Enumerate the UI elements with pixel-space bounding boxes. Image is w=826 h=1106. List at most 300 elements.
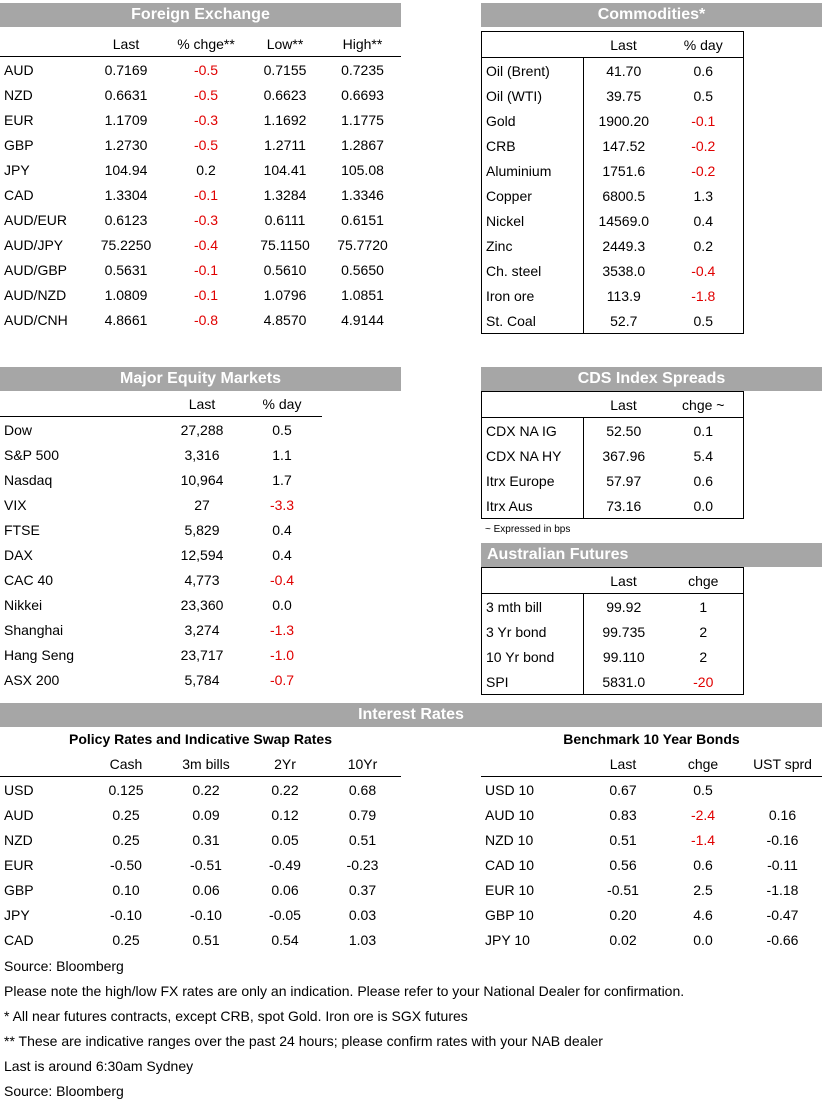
table-cell: -0.1 bbox=[193, 261, 219, 278]
row-label: 3 Yr bond bbox=[482, 619, 584, 644]
row-label: JPY 10 bbox=[485, 931, 530, 948]
table-row bbox=[482, 58, 744, 84]
header-row bbox=[482, 32, 744, 58]
column-header: chge bbox=[663, 751, 743, 777]
row-label: 10 Yr bond bbox=[482, 644, 584, 669]
table-row bbox=[481, 902, 822, 927]
cds-table bbox=[481, 391, 743, 519]
table-cell: 52.7 bbox=[610, 312, 638, 329]
table-cell: 0.09 bbox=[192, 806, 220, 823]
table-cell: 0.6111 bbox=[264, 211, 306, 228]
column-header bbox=[482, 568, 584, 594]
table-cell: -0.66 bbox=[766, 931, 799, 948]
column-header: High** bbox=[324, 31, 401, 57]
column-header: 3m bills bbox=[166, 751, 246, 777]
row-label: EUR bbox=[4, 856, 34, 873]
table-cell: 0.51 bbox=[192, 931, 220, 948]
row-label: Nikkei bbox=[4, 596, 43, 613]
column-header: 10Yr bbox=[324, 751, 401, 777]
table-cell: -0.11 bbox=[767, 856, 798, 873]
row-label: AUD 10 bbox=[485, 806, 535, 823]
table-cell: 0.25 bbox=[112, 806, 140, 823]
table-cell: 41.70 bbox=[606, 62, 642, 79]
table-cell: -0.1 bbox=[193, 186, 219, 203]
table-cell: 0.6631 bbox=[104, 86, 148, 103]
header-row bbox=[481, 751, 822, 777]
table-cell: 4.8570 bbox=[263, 311, 307, 328]
table-cell: 27 bbox=[194, 496, 210, 513]
row-label: 3 mth bill bbox=[482, 594, 584, 620]
equity-header: Major Equity Markets bbox=[0, 367, 401, 391]
table-cell: 1.0796 bbox=[263, 286, 307, 303]
table-cell: 0.37 bbox=[348, 881, 377, 898]
table-row bbox=[482, 183, 744, 208]
table-cell: -0.23 bbox=[346, 856, 379, 873]
table-cell: -0.1 bbox=[193, 286, 219, 303]
table-row bbox=[482, 468, 744, 493]
table-row bbox=[0, 827, 401, 852]
equity-table bbox=[0, 391, 322, 692]
table-cell: -0.51 bbox=[607, 881, 639, 898]
table-cell: 0.83 bbox=[609, 806, 637, 823]
row-label: AUD/GBP bbox=[4, 261, 68, 278]
row-label: NZD bbox=[4, 86, 33, 103]
table-cell: -0.47 bbox=[766, 906, 799, 923]
table-cell: 0.6 bbox=[693, 856, 713, 873]
table-cell: 0.31 bbox=[192, 831, 220, 848]
row-label: AUD/NZD bbox=[4, 286, 67, 303]
header-row bbox=[0, 751, 401, 777]
row-label: ASX 200 bbox=[4, 671, 60, 688]
table-cell: 0.5631 bbox=[104, 261, 148, 278]
table-cell: 147.52 bbox=[602, 137, 646, 154]
row-label: AUD bbox=[4, 61, 34, 78]
column-header: Last bbox=[584, 568, 664, 594]
column-header: % chge** bbox=[166, 31, 246, 57]
column-header bbox=[481, 751, 583, 777]
table-cell: -1.18 bbox=[766, 881, 799, 898]
cds-header: CDS Index Spreads bbox=[481, 367, 822, 391]
table-row bbox=[482, 619, 744, 644]
policy-rates-table bbox=[0, 751, 401, 952]
table-cell: 39.75 bbox=[606, 87, 642, 104]
row-label: FTSE bbox=[4, 521, 40, 538]
row-label: Dow bbox=[4, 421, 33, 438]
table-cell: 3,316 bbox=[184, 446, 220, 463]
table-cell: 0.54 bbox=[271, 931, 299, 948]
table-cell: -0.10 bbox=[110, 906, 142, 923]
table-cell: 0.2 bbox=[196, 161, 216, 178]
table-row bbox=[0, 417, 322, 443]
table-cell: 0.6 bbox=[693, 472, 713, 489]
table-row bbox=[0, 617, 322, 642]
table-cell: -0.4 bbox=[269, 571, 295, 588]
table-row bbox=[0, 567, 322, 592]
table-cell: 1.1775 bbox=[341, 111, 384, 128]
table-row bbox=[0, 232, 401, 257]
table-cell: 1.3346 bbox=[341, 186, 384, 203]
row-label: SPI bbox=[482, 669, 584, 695]
table-cell: 1.2730 bbox=[104, 136, 148, 153]
table-cell: -1.4 bbox=[690, 831, 716, 848]
column-header: Last bbox=[86, 31, 166, 57]
table-row bbox=[0, 207, 401, 232]
table-cell: 75.2250 bbox=[100, 236, 152, 253]
table-cell: 5.4 bbox=[693, 447, 713, 464]
column-header bbox=[482, 32, 584, 58]
column-header: 2Yr bbox=[246, 751, 324, 777]
table-row bbox=[0, 592, 322, 617]
table-row bbox=[0, 542, 322, 567]
table-cell: 1.0809 bbox=[104, 286, 148, 303]
note-fx-disclaimer: Please note the high/low FX rates are only an indication. Please refer to your National Dealer for confirmation. bbox=[4, 983, 685, 999]
row-label: JPY bbox=[4, 161, 30, 178]
row-label: CAD 10 bbox=[485, 856, 535, 873]
table-cell: 5,829 bbox=[184, 521, 220, 538]
table-cell: 1.7 bbox=[272, 471, 292, 488]
row-label: EUR 10 bbox=[485, 881, 535, 898]
table-cell: 4.8661 bbox=[104, 311, 148, 328]
table-row bbox=[0, 492, 322, 517]
table-cell: 12,594 bbox=[180, 546, 224, 563]
row-label: Oil (Brent) bbox=[482, 58, 584, 84]
table-row bbox=[482, 418, 744, 444]
table-cell: 3538.0 bbox=[602, 262, 646, 279]
table-cell: -0.5 bbox=[193, 86, 219, 103]
table-cell: 1.2867 bbox=[341, 136, 384, 153]
row-label: GBP 10 bbox=[485, 906, 534, 923]
table-row bbox=[0, 877, 401, 902]
table-row bbox=[0, 852, 401, 877]
table-cell: -0.10 bbox=[190, 906, 222, 923]
row-label: DAX bbox=[4, 546, 33, 563]
row-label: Hang Seng bbox=[4, 646, 75, 663]
table-cell: 0.6623 bbox=[263, 86, 307, 103]
table-cell: 0.02 bbox=[609, 931, 637, 948]
table-cell: 1751.6 bbox=[602, 162, 646, 179]
table-row bbox=[481, 802, 822, 827]
row-label: Gold bbox=[482, 108, 584, 133]
row-label: St. Coal bbox=[482, 308, 584, 334]
futures-header: Australian Futures bbox=[481, 543, 822, 567]
column-header bbox=[482, 392, 584, 418]
table-cell bbox=[743, 777, 822, 803]
table-row bbox=[482, 594, 744, 620]
table-row bbox=[0, 802, 401, 827]
table-cell: 1 bbox=[699, 598, 708, 615]
table-cell: 0.06 bbox=[192, 881, 220, 898]
row-label: AUD/CNH bbox=[4, 311, 68, 328]
table-cell: 367.96 bbox=[602, 447, 646, 464]
table-cell: 0.6 bbox=[693, 62, 713, 79]
table-cell: 0.51 bbox=[348, 831, 377, 848]
commodities-table bbox=[481, 31, 743, 334]
table-row bbox=[481, 852, 822, 877]
table-cell: -1.3 bbox=[269, 621, 295, 638]
table-row bbox=[482, 283, 744, 308]
row-label: GBP bbox=[4, 881, 34, 898]
row-label: CAD bbox=[4, 931, 34, 948]
table-cell: -0.51 bbox=[190, 856, 222, 873]
table-cell: 104.94 bbox=[104, 161, 148, 178]
table-row bbox=[0, 642, 322, 667]
column-header bbox=[0, 31, 86, 57]
table-cell: 0.5 bbox=[693, 781, 713, 798]
table-cell: -0.3 bbox=[193, 211, 219, 228]
table-cell: -0.7 bbox=[269, 671, 295, 688]
table-cell: 0.79 bbox=[348, 806, 377, 823]
row-label: NZD bbox=[4, 831, 33, 848]
table-cell: 1.03 bbox=[348, 931, 377, 948]
table-cell: 0.125 bbox=[108, 781, 144, 798]
column-header: Cash bbox=[86, 751, 166, 777]
commodities-header: Commodities* bbox=[481, 3, 822, 27]
table-cell: 4.6 bbox=[693, 906, 713, 923]
table-cell: 0.5 bbox=[693, 312, 713, 329]
table-cell: -0.5 bbox=[193, 136, 219, 153]
table-cell: 4.9144 bbox=[341, 311, 384, 328]
table-cell: -0.49 bbox=[269, 856, 301, 873]
table-row bbox=[0, 902, 401, 927]
table-row bbox=[482, 233, 744, 258]
cds-note: ~ Expressed in bps bbox=[485, 524, 571, 535]
table-row bbox=[0, 107, 401, 132]
table-row bbox=[482, 158, 744, 183]
table-cell: 1900.20 bbox=[598, 112, 650, 129]
table-row bbox=[0, 442, 322, 467]
table-cell: 0.6151 bbox=[341, 211, 384, 228]
table-cell: 4,773 bbox=[184, 571, 220, 588]
column-header: Last bbox=[583, 751, 663, 777]
row-label: AUD/JPY bbox=[4, 236, 64, 253]
table-cell: 104.41 bbox=[263, 161, 307, 178]
table-cell: -20 bbox=[693, 673, 714, 690]
row-label: JPY bbox=[4, 906, 30, 923]
table-cell: 0.56 bbox=[609, 856, 637, 873]
table-cell: 0.0 bbox=[693, 931, 713, 948]
table-row bbox=[481, 877, 822, 902]
row-label: Aluminium bbox=[482, 158, 584, 183]
row-label: Oil (WTI) bbox=[482, 83, 584, 108]
interest-rates-header: Interest Rates bbox=[0, 703, 822, 727]
table-cell: 23,717 bbox=[180, 646, 224, 663]
table-row bbox=[482, 258, 744, 283]
table-cell: 113.9 bbox=[606, 287, 641, 304]
row-label: S&P 500 bbox=[4, 446, 60, 463]
table-cell: 0.20 bbox=[609, 906, 637, 923]
column-header bbox=[0, 751, 86, 777]
policy-rates-title: Policy Rates and Indicative Swap Rates bbox=[69, 731, 332, 747]
table-cell: -0.3 bbox=[193, 111, 219, 128]
table-cell: 0.10 bbox=[112, 881, 140, 898]
table-row bbox=[0, 257, 401, 282]
table-cell: 1.3304 bbox=[104, 186, 148, 203]
table-row bbox=[0, 927, 401, 952]
table-cell: 0.4 bbox=[693, 212, 713, 229]
table-cell: 0.5610 bbox=[263, 261, 307, 278]
column-header: chge ~ bbox=[664, 392, 744, 418]
row-label: VIX bbox=[4, 496, 27, 513]
table-cell: -1.8 bbox=[691, 287, 716, 304]
table-cell: 105.08 bbox=[341, 161, 384, 178]
table-cell: 73.16 bbox=[606, 497, 642, 514]
table-cell: 0.5 bbox=[272, 421, 292, 438]
row-label: CAC 40 bbox=[4, 571, 54, 588]
table-cell: -0.5 bbox=[193, 61, 219, 78]
table-row bbox=[0, 132, 401, 157]
table-cell: 0.25 bbox=[112, 831, 140, 848]
row-label: Itrx Aus bbox=[482, 493, 584, 519]
table-cell: 99.735 bbox=[602, 623, 646, 640]
table-cell: 14569.0 bbox=[598, 212, 650, 229]
table-row bbox=[0, 777, 401, 803]
table-row bbox=[0, 82, 401, 107]
table-row bbox=[481, 777, 822, 803]
column-header: chge bbox=[664, 568, 744, 594]
table-cell: 0.12 bbox=[271, 806, 299, 823]
table-cell: -0.16 bbox=[766, 831, 799, 848]
fx-table bbox=[0, 31, 401, 332]
column-header: UST sprd bbox=[743, 751, 822, 777]
table-row bbox=[0, 57, 401, 83]
table-cell: 99.110 bbox=[602, 648, 645, 665]
row-label: AUD/EUR bbox=[4, 211, 68, 228]
table-row bbox=[482, 83, 744, 108]
futures-table bbox=[481, 567, 743, 695]
column-header bbox=[0, 391, 162, 417]
table-cell: 52.50 bbox=[606, 422, 642, 439]
row-label: EUR bbox=[4, 111, 34, 128]
table-cell: 10,964 bbox=[180, 471, 224, 488]
table-row bbox=[482, 443, 744, 468]
table-cell: 0.51 bbox=[609, 831, 637, 848]
table-row bbox=[482, 644, 744, 669]
table-cell: 1.3284 bbox=[263, 186, 307, 203]
table-cell: 0.7155 bbox=[263, 61, 307, 78]
table-cell: -0.4 bbox=[691, 262, 716, 279]
table-cell: -0.05 bbox=[269, 906, 301, 923]
table-cell: 0.22 bbox=[192, 781, 220, 798]
table-cell: -3.3 bbox=[269, 496, 295, 513]
note-source-2: Source: Bloomberg bbox=[4, 1083, 124, 1099]
row-label: Itrx Europe bbox=[482, 468, 584, 493]
table-cell: 0.6123 bbox=[104, 211, 148, 228]
table-cell: 23,360 bbox=[180, 596, 224, 613]
header-row bbox=[0, 391, 322, 417]
column-header: Last bbox=[584, 392, 664, 418]
table-cell: 0.0 bbox=[272, 596, 292, 613]
table-cell: -1.0 bbox=[269, 646, 295, 663]
table-cell: 0.22 bbox=[271, 781, 299, 798]
row-label: CRB bbox=[482, 133, 584, 158]
benchmark-bonds-table bbox=[481, 751, 822, 952]
table-cell: -2.4 bbox=[690, 806, 716, 823]
table-cell: 1.2711 bbox=[264, 136, 306, 153]
note-futures: * All near futures contracts, except CRB, spot Gold. Iron ore is SGX futures bbox=[4, 1008, 468, 1024]
table-cell: 5,784 bbox=[184, 671, 220, 688]
table-cell: -0.2 bbox=[691, 162, 716, 179]
column-header: % day bbox=[242, 391, 322, 417]
table-cell: 0.16 bbox=[768, 806, 797, 823]
row-label: Ch. steel bbox=[482, 258, 584, 283]
row-label: Nasdaq bbox=[4, 471, 53, 488]
table-row bbox=[482, 133, 744, 158]
table-cell: 6800.5 bbox=[602, 187, 646, 204]
table-cell: 0.5650 bbox=[341, 261, 384, 278]
table-cell: 3,274 bbox=[184, 621, 220, 638]
table-cell: 1.1692 bbox=[263, 111, 307, 128]
table-cell: 1.3 bbox=[693, 187, 713, 204]
header-row bbox=[0, 31, 401, 57]
table-cell: 2.5 bbox=[693, 881, 713, 898]
table-row bbox=[0, 667, 322, 692]
table-cell: 0.05 bbox=[271, 831, 299, 848]
table-cell: 2 bbox=[699, 623, 708, 640]
header-row bbox=[482, 392, 744, 418]
benchmark-bonds-title: Benchmark 10 Year Bonds bbox=[563, 731, 740, 747]
table-row bbox=[0, 517, 322, 542]
table-cell: 0.5 bbox=[693, 87, 713, 104]
table-cell: 27,288 bbox=[180, 421, 224, 438]
table-cell: 0.2 bbox=[693, 237, 713, 254]
table-cell: -0.2 bbox=[691, 137, 716, 154]
table-row bbox=[481, 927, 822, 952]
table-cell: 1.0851 bbox=[341, 286, 384, 303]
table-cell: 99.92 bbox=[606, 598, 642, 615]
table-cell: 2449.3 bbox=[602, 237, 646, 254]
row-label: Shanghai bbox=[4, 621, 64, 638]
table-cell: 0.7169 bbox=[104, 61, 148, 78]
table-cell: 0.25 bbox=[112, 931, 140, 948]
row-label: Zinc bbox=[482, 233, 584, 258]
table-cell: -0.1 bbox=[691, 112, 716, 129]
table-row bbox=[482, 493, 744, 519]
column-header: Last bbox=[584, 32, 664, 58]
table-cell: 0.06 bbox=[271, 881, 299, 898]
table-row bbox=[481, 827, 822, 852]
table-cell: 0.7235 bbox=[341, 61, 384, 78]
row-label: AUD bbox=[4, 806, 34, 823]
note-ranges: ** These are indicative ranges over the past 24 hours; please confirm rates with your NAB dealer bbox=[4, 1033, 603, 1049]
row-label: CAD bbox=[4, 186, 34, 203]
column-header: Low** bbox=[246, 31, 324, 57]
table-row bbox=[482, 308, 744, 334]
table-cell: 0.03 bbox=[348, 906, 377, 923]
header-row bbox=[482, 568, 744, 594]
table-cell: 0.4 bbox=[272, 521, 292, 538]
row-label: Copper bbox=[482, 183, 584, 208]
table-cell: 0.4 bbox=[272, 546, 292, 563]
note-source-1: Source: Bloomberg bbox=[4, 958, 124, 974]
table-cell: 75.7720 bbox=[337, 236, 388, 253]
table-cell: 0.67 bbox=[609, 781, 637, 798]
table-cell: 0.68 bbox=[348, 781, 377, 798]
row-label: GBP bbox=[4, 136, 34, 153]
row-label: USD bbox=[4, 781, 34, 798]
table-row bbox=[0, 182, 401, 207]
row-label: CDX NA HY bbox=[482, 443, 584, 468]
table-row bbox=[482, 208, 744, 233]
table-cell: -0.4 bbox=[193, 236, 219, 253]
column-header: % day bbox=[664, 32, 744, 58]
note-time: Last is around 6:30am Sydney bbox=[4, 1058, 194, 1074]
table-row bbox=[482, 669, 744, 695]
row-label: NZD 10 bbox=[485, 831, 534, 848]
table-cell: 2 bbox=[699, 648, 708, 665]
table-cell: -0.8 bbox=[193, 311, 219, 328]
row-label: Nickel bbox=[482, 208, 584, 233]
table-cell: 1.1 bbox=[272, 446, 292, 463]
